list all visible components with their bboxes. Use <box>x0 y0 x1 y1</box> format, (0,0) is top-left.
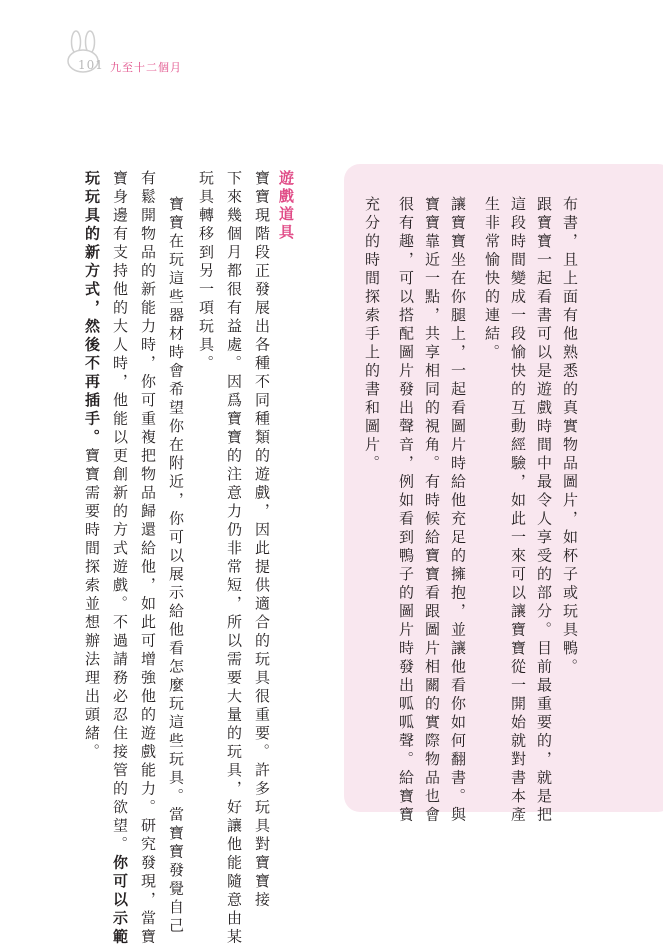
sidebar-line: 生非常愉快的連結。 <box>480 196 504 363</box>
body-line: 有鬆開物品的新能力時，你可重複把物品歸還給他，如此可增強他的遊戲能力。研究發現，當寶 <box>136 170 160 947</box>
sidebar-line: 充分的時間探索手上的書和圖片。 <box>360 196 384 474</box>
body-line-text: 寶身邊有支持他的大人時，他能以更創新的方式遊戲。不過請務必忍住接管的欲望。 <box>111 170 129 855</box>
section-heading: 遊戲道具 <box>276 170 297 242</box>
sidebar-line: 讓寶寶坐在你腿上，一起看圖片時給他充足的擁抱，並讓他看你如何翻書。與 <box>446 196 470 825</box>
body-line: 寶寶在玩這些器材時會希望你在附近，你可以展示給他看怎麼玩這些玩具。當寶寶發覺自己 <box>164 196 188 936</box>
page-number: 101 <box>78 58 104 72</box>
body-line <box>80 170 104 762</box>
sidebar-line: 布書，且上面有他熟悉的真實物品圖片，如杯子或玩具鴨。 <box>558 196 582 677</box>
body-line <box>108 170 132 947</box>
body-line: 下來幾個月都很有益處。因爲寶寶的注意力仍非常短，所以需要大量的玩具，好讓他能隨意由某 <box>222 170 246 947</box>
body-line: 玩具轉移到另一項玩具。 <box>194 170 218 374</box>
sidebar-line: 這段時間變成一段愉快的互動經驗，如此一來可以讓寶寶從一開始就對書本產 <box>506 196 530 825</box>
body-line-bold: 玩玩具的新方式，然後不再插手。 <box>83 170 101 448</box>
sidebar-line: 很有趣，可以搭配圖片發出聲音，例如看到鴨子的圖片時發出呱呱聲。給寶寶 <box>394 196 418 825</box>
body-line-bold: 你可以示範 <box>111 855 129 947</box>
body-line-text: 寶寶需要時間探索並想辦法理出頭緒。 <box>83 448 101 763</box>
chapter-title: 九至十二個月 <box>110 59 182 75</box>
sidebar-line: 寶寶靠近一點，共享相同的視角。有時候給寶寶看跟圖片相關的實際物品也會 <box>420 196 444 825</box>
body-line: 寶寶現階段正發展出各種不同種類的遊戲，因此提供適合的玩具很重要。許多玩具對寶寶接 <box>250 170 274 910</box>
page-header <box>62 30 462 80</box>
sidebar-line: 跟寶寶一起看書可以是遊戲時間中最令人享受的部分。目前最重要的，就是把 <box>532 196 556 825</box>
